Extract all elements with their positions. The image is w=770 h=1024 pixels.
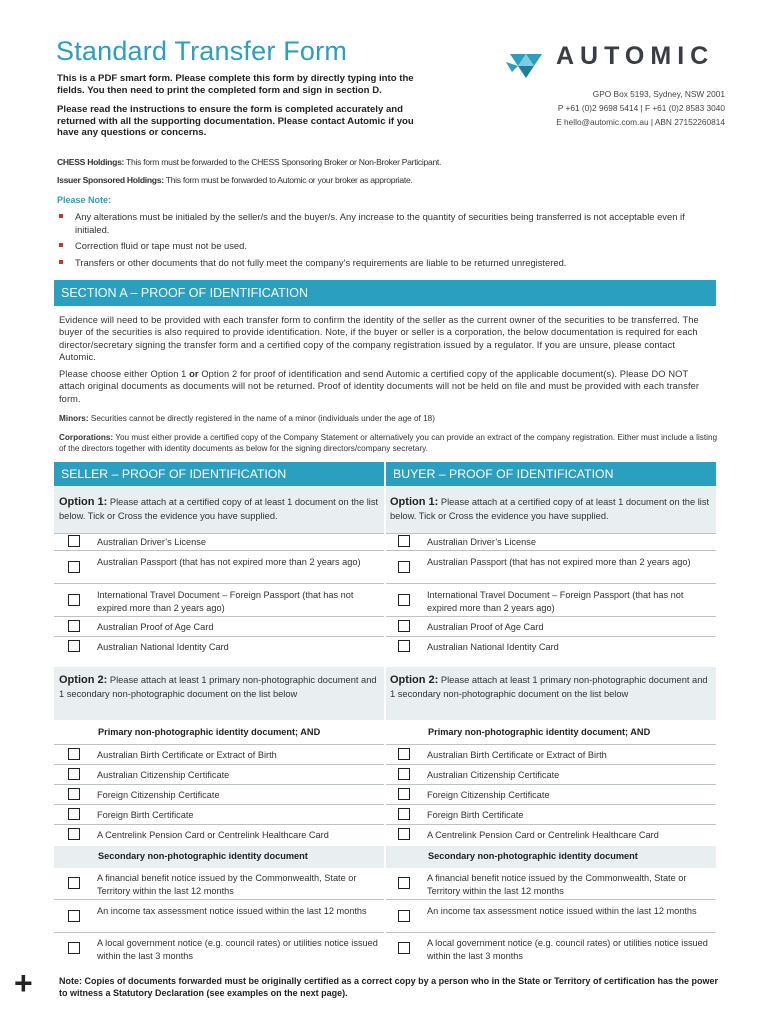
phone-line: P +61 (0)2 9698 5414 | F +61 (0)2 8583 3040 (557, 103, 725, 113)
bullet-icon (59, 260, 63, 264)
buyer-secondary-item-label: A financial benefit notice issued by the Commonwealth, State or Territory within the last 12 months (427, 873, 687, 896)
issuer-body: This form must be forwarded to Automic or your broker as appropriate. (163, 175, 413, 185)
seller-primary-item-checkbox[interactable] (68, 788, 80, 800)
seller-secondary-item-label: A financial benefit notice issued by the Commonwealth, State or Territory within the last 12 months (97, 873, 357, 896)
buyer-option-1-item-checkbox[interactable] (398, 640, 410, 652)
seller-primary-item-checkbox[interactable] (68, 748, 80, 760)
buyer-option-1-item-label: Australian National Identity Card (427, 642, 559, 652)
buyer-primary-item-label: A Centrelink Pension Card or Centrelink Healthcare Card (427, 830, 659, 840)
section-a-header: SECTION A – PROOF OF IDENTIFICATION (54, 280, 716, 306)
seller-secondary-item-checkbox[interactable] (68, 877, 80, 889)
proof-of-id-table (54, 462, 716, 968)
plus-icon: + (14, 965, 33, 1001)
seller-secondary-item-checkbox[interactable] (68, 942, 80, 954)
buyer-secondary-item-label: A local government notice (e.g. council rates) or utilities notice issued within the last 3 months (427, 938, 708, 961)
seller-option-1-item-checkbox[interactable] (68, 535, 80, 547)
buyer-primary-header: Primary non-photographic identity document; AND (428, 727, 651, 737)
seller-option-1-item-checkbox[interactable] (68, 594, 80, 606)
chess-body: This form must be forwarded to the CHESS Sponsoring Broker or Non-Broker Participant. (124, 157, 442, 167)
buyer-option-1-item-checkbox[interactable] (398, 561, 410, 573)
issuer-label: Issuer Sponsored Holdings: (57, 175, 164, 185)
seller-secondary-item-checkbox[interactable] (68, 910, 80, 922)
please-note-list (57, 211, 717, 273)
seller-primary-item-checkbox[interactable] (68, 808, 80, 820)
seller-primary-item-label: Australian Citizenship Certificate (97, 770, 230, 780)
buyer-primary-item-checkbox[interactable] (398, 808, 410, 820)
buyer-primary-item-label: Australian Citizenship Certificate (427, 770, 560, 780)
seller-primary-item-label: Australian Birth Certificate or Extract of Birth (97, 750, 277, 760)
buyer-option-1-item-label: Australian Passport (that has not expired more than 2 years ago) (427, 557, 691, 567)
buyer-secondary-item-checkbox[interactable] (398, 910, 410, 922)
chess-holdings-text (57, 157, 441, 167)
seller-column-header: SELLER – PROOF OF IDENTIFICATION (54, 462, 384, 486)
list-item: Any alterations must be initialed by the seller/s and the buyer/s. Any increase to the quantity of securities being transferred is not acceptable even if initialed. (57, 211, 717, 236)
column-divider (384, 462, 386, 968)
minors-note: Minors: Securities cannot be directly registered in the name of a minor (individuals under the age of 18) (59, 414, 435, 423)
buyer-option-1-item-checkbox[interactable] (398, 620, 410, 632)
chess-label: CHESS Holdings: (57, 157, 125, 167)
buyer-secondary-item-checkbox[interactable] (398, 877, 410, 889)
seller-option-1-item-label: Australian Driver’s License (97, 537, 206, 547)
buyer-option-1-item-label: Australian Driver’s License (427, 537, 536, 547)
buyer-primary-item-label: Foreign Birth Certificate (427, 810, 524, 820)
list-item: Correction fluid or tape must not be used. (57, 240, 717, 253)
seller-primary-item-label: A Centrelink Pension Card or Centrelink Healthcare Card (97, 830, 329, 840)
address-line: GPO Box 5193, Sydney, NSW 2001 (592, 89, 725, 99)
seller-secondary-header: Secondary non-photographic identity document (98, 851, 308, 861)
buyer-column-header: BUYER – PROOF OF IDENTIFICATION (386, 462, 716, 486)
seller-option-1-item-label: Australian Passport (that has not expired more than 2 years ago) (97, 557, 361, 567)
bullet-icon (59, 243, 63, 247)
seller-secondary-item-label: An income tax assessment notice issued within the last 12 months (97, 906, 367, 916)
seller-option-1-text: Option 1: Please attach at a certified copy of at least 1 document on the list below. Tick or Cross the evidence you have supplied. (59, 496, 379, 521)
section-a-paragraph-2: Please choose either Option 1 or Option 2 for proof of identification and send Automic a certified copy of the applicable document(s). Please DO NOT attach original documents as documents will not be returned. Proof of identity documents will not be held on file and must be provided with each transfer form. (59, 369, 700, 404)
buyer-primary-item-label: Australian Birth Certificate or Extract of Birth (427, 750, 607, 760)
intro-text (57, 73, 417, 147)
buyer-option-1-item-checkbox[interactable] (398, 535, 410, 547)
buyer-primary-item-label: Foreign Citizenship Certificate (427, 790, 550, 800)
buyer-primary-item-checkbox[interactable] (398, 768, 410, 780)
list-item: Transfers or other documents that do not fully meet the company’s requirements are liable to be returned unregistered. (57, 257, 717, 270)
seller-option-1-item-checkbox[interactable] (68, 561, 80, 573)
brand-name: AUTOMIC (556, 42, 715, 70)
seller-option-1-item-checkbox[interactable] (68, 620, 80, 632)
corporations-note: Corporations: You must either provide a certified copy of the Company Statement or alternatively you can provide an extract of the company registration. Either must include a listing of the directors together with identity documents as below for the signing directors/company secretary. (59, 433, 718, 453)
certification-note: Note: Copies of documents forwarded must be originally certified as a correct copy by a person who in the State or Territory of certification has the power to witness a Statutory Declaration (see examples on the next page). (59, 976, 718, 998)
seller-secondary-item-label: A local government notice (e.g. council rates) or utilities notice issued within the last 3 months (97, 938, 378, 961)
buyer-option-2-text: Option 2: Please attach at least 1 primary non-photographic document and 1 secondary non-photographic document on the list below (390, 674, 708, 699)
page-title: Standard Transfer Form (56, 36, 348, 66)
buyer-secondary-header: Secondary non-photographic identity document (428, 851, 638, 861)
buyer-option-1-text: Option 1: Please attach at a certified copy of at least 1 document on the list below. Tick or Cross the evidence you have supplied. (390, 496, 710, 521)
section-a-paragraph-1: Evidence will need to be provided with each transfer form to confirm the identity of the seller as the current owner of the securities to be transferred. The buyer of the securities is also required to provide identification. Note, if the buyer or seller is a corporation, the below documentation is required for each director/secretary signing the transfer form and a certified copy of the company registration issued by a regulator. If you are unsure, please contact Automic. (59, 315, 699, 363)
buyer-primary-item-checkbox[interactable] (398, 748, 410, 760)
seller-primary-item-label: Foreign Birth Certificate (97, 810, 194, 820)
intro-paragraph-1: This is a PDF smart form. Please complete this form by directly typing into the fields. You then need to print the completed form and sign in section D. (57, 73, 414, 96)
seller-option-2-text: Option 2: Please attach at least 1 primary non-photographic document and 1 secondary non-photographic document on the list below (59, 674, 377, 699)
intro-paragraph-2: Please read the instructions to ensure the form is completed accurately and returned with all the supporting documentation. Please contact Automic if you have any questions or concerns. (57, 104, 414, 139)
bullet-icon (59, 214, 63, 218)
buyer-option-1-item-checkbox[interactable] (398, 594, 410, 606)
contact-address (556, 87, 725, 129)
seller-option-1-item-label: Australian Proof of Age Card (97, 622, 214, 632)
automic-logo-icon (504, 42, 548, 82)
seller-option-1-item-checkbox[interactable] (68, 640, 80, 652)
please-note-heading: Please Note: (57, 195, 112, 205)
issuer-holdings-text (57, 175, 413, 185)
buyer-secondary-item-label: An income tax assessment notice issued within the last 12 months (427, 906, 697, 916)
seller-primary-header: Primary non-photographic identity document; AND (98, 727, 321, 737)
seller-primary-item-checkbox[interactable] (68, 768, 80, 780)
seller-option-1-item-label: Australian National Identity Card (97, 642, 229, 652)
buyer-primary-item-checkbox[interactable] (398, 828, 410, 840)
email-line: E hello@automic.com.au | ABN 27152260814 (556, 117, 725, 127)
seller-primary-item-checkbox[interactable] (68, 828, 80, 840)
buyer-option-1-item-label: Australian Proof of Age Card (427, 622, 544, 632)
buyer-primary-item-checkbox[interactable] (398, 788, 410, 800)
seller-option-1-item-label: International Travel Document – Foreign Passport (that has not expired more than 2 years ago) (97, 590, 354, 613)
seller-primary-item-label: Foreign Citizenship Certificate (97, 790, 220, 800)
buyer-option-1-item-label: International Travel Document – Foreign Passport (that has not expired more than 2 years ago) (427, 590, 684, 613)
buyer-secondary-item-checkbox[interactable] (398, 942, 410, 954)
